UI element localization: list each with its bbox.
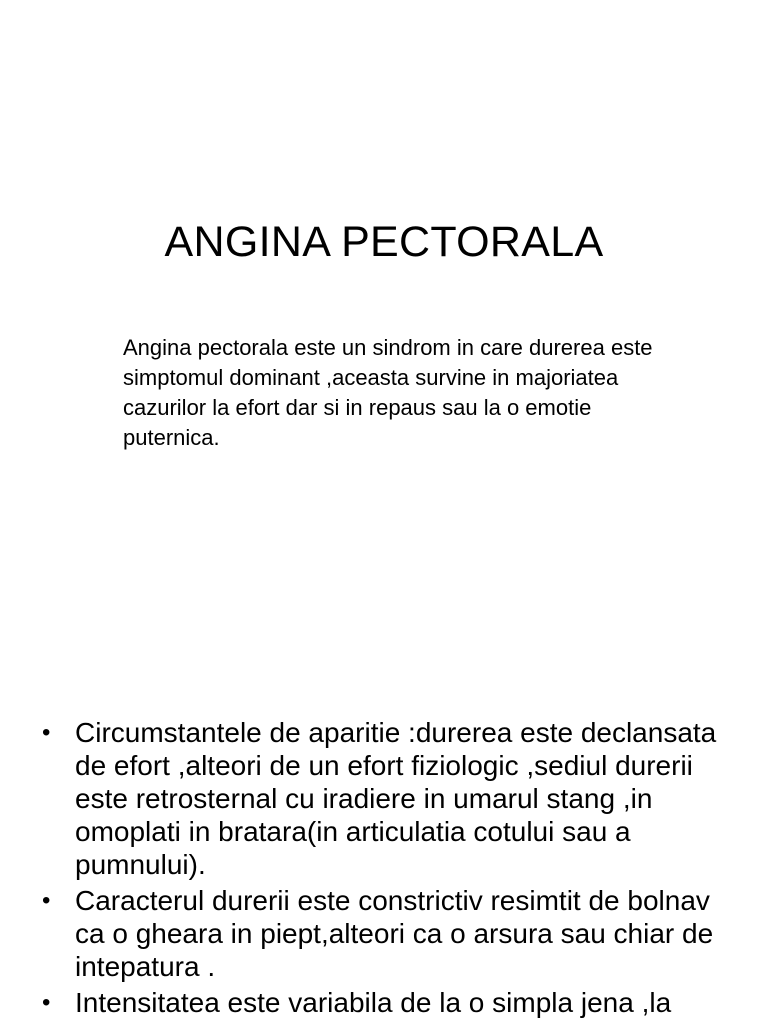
bullet-dot-icon: • bbox=[42, 887, 51, 914]
bullet-item-pain-character bbox=[42, 884, 742, 983]
bullet-item-circumstances bbox=[42, 716, 742, 881]
bullet-dot-icon: • bbox=[42, 719, 51, 746]
intro-paragraph: Angina pectorala este un sindrom in care durerea este simptomul dominant ,aceasta survine in majoriatea cazurilor la efort dar si in repaus sau la o emotie puternica. bbox=[123, 335, 653, 450]
bullet-text: Caracterul durerii este constrictiv resimtit de bolnav ca o gheara in piept,alteori ca o arsura sau chiar de intepatura . bbox=[75, 885, 714, 982]
bullet-item-intensity bbox=[42, 986, 742, 1019]
bullet-list bbox=[42, 716, 742, 1022]
bullet-text: Intensitatea este variabila de la o simpla jena ,la bbox=[75, 987, 672, 1018]
page-title: ANGINA PECTORALA bbox=[164, 218, 604, 266]
bullet-text: Circumstantele de aparitie :durerea este declansata de efort ,alteori de un efort fiziologic ,sediul durerii este retrosternal cu iradiere in umarul stang ,in omoplati in bratara(in articulatia cotului sau a pumnului). bbox=[75, 717, 717, 880]
bullet-dot-icon: • bbox=[42, 989, 51, 1016]
